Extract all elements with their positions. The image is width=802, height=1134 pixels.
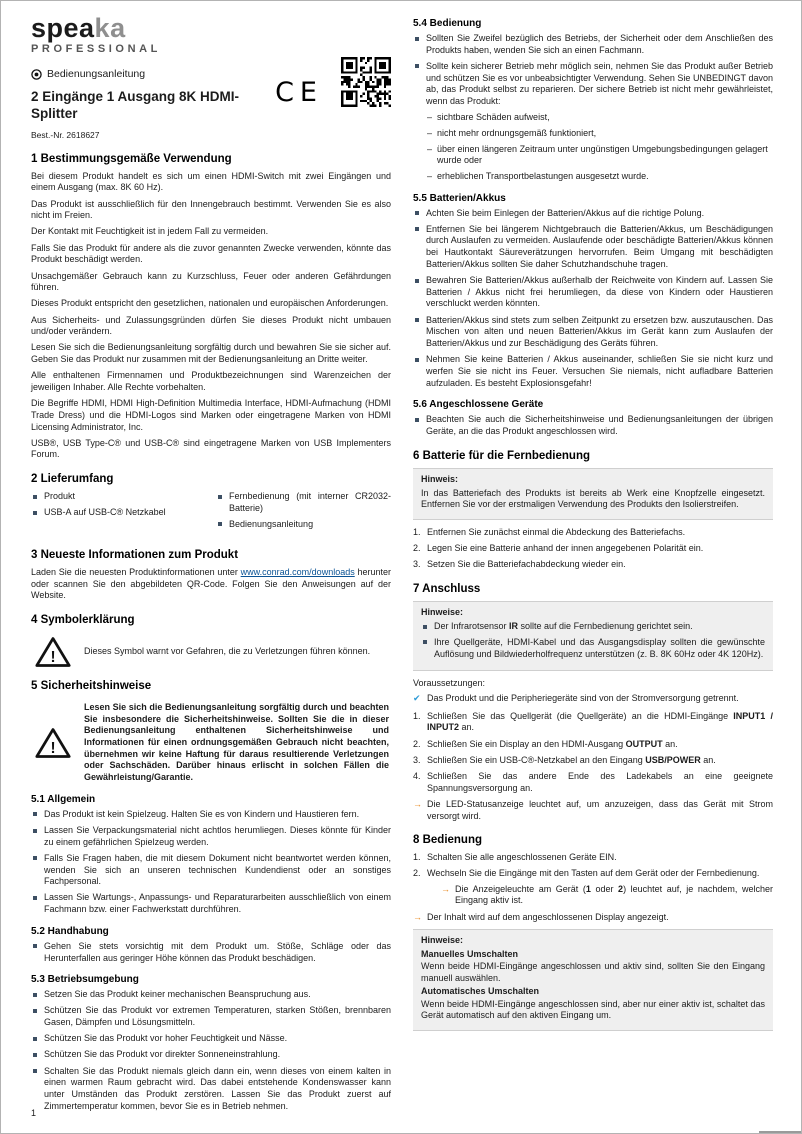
prerequisite-item — [413, 693, 773, 705]
brand-logo — [31, 15, 391, 55]
section-heading: 7 Anschluss — [413, 583, 481, 596]
step-item — [413, 852, 773, 864]
bullet-text: Der Infrarotsensor — [434, 621, 510, 632]
note-box — [413, 468, 773, 521]
document-title: 2 Eingänge 1 Ausgang 8K HDMI-Splitter — [31, 88, 240, 122]
section-heading: 5.6 Angeschlossene Geräte — [413, 399, 544, 411]
bullet-item: Gehen Sie stets vorsichtig mit dem Produkt um. Stöße, Schläge oder das Herunterfallen aus geringer Höhe können das Produkt beschädigen. — [31, 941, 391, 964]
brand-logo-text-accent: ka — [94, 13, 126, 43]
section-heading: 4 Symbolerklärung — [31, 614, 135, 627]
result-note — [413, 799, 773, 822]
downloads-link[interactable]: www.conrad.com/downloads — [240, 567, 355, 578]
section-5-1 — [31, 793, 391, 916]
bullet-item: Falls Sie Fragen haben, die mit diesem Dokument nicht beantwortet werden können, wenden Sie sich an unseren technischen Kundendienst oder an sonstiges Fachpersonal. — [31, 853, 391, 888]
bullet-item: Fernbedienung (mit interner CR2032-Batterie) — [216, 491, 391, 514]
step-text: Schließen Sie ein USB-C®-Netzkabel an den Eingang USB/POWER an. — [427, 754, 716, 765]
step-item — [413, 755, 773, 767]
doc-type-row — [31, 68, 391, 82]
step-text: Legen Sie eine Batterie anhand der innen angegebenen Polarität ein. — [427, 543, 704, 554]
step-text: Schließen Sie das Quellgerät (die Quellgeräte) an die HDMI-Eingänge INPUT1 / INPUT2 an. — [427, 710, 773, 733]
dash-item: – sichtbare Schäden aufweist, — [427, 112, 773, 124]
step-number: 4. — [413, 770, 421, 781]
bullet-item: Bedienungsanleitung — [216, 519, 391, 531]
section-5-4 — [413, 17, 773, 183]
doc-type-label: Bedienungsanleitung — [47, 68, 146, 80]
section-heading: 2 Lieferumfang — [31, 473, 114, 486]
safety-intro-row — [35, 702, 389, 784]
left-column — [31, 15, 391, 1117]
bullet-item: Sollten Sie Zweifel bezüglich des Betriebs, der Sicherheit oder dem Anschließen des Produkts haben, wenden Sie sich an einen Fachmann. — [413, 33, 773, 56]
bullet-item: Setzen Sie das Produkt keiner mechanischen Beanspruchung aus. — [31, 989, 391, 1001]
section-heading: 5.5 Batterien/Akkus — [413, 192, 506, 204]
step-number: 1. — [413, 527, 421, 538]
section-5-2 — [31, 925, 391, 964]
section-5 — [31, 679, 391, 784]
bullet-list — [216, 491, 391, 535]
arrow-icon: → — [413, 798, 422, 809]
paragraph: Unsachgemäßer Gebrauch kann zu Kurzschluss, Feuer oder anderen Gefährdungen führen. — [31, 270, 391, 293]
step-text: Wechseln Sie die Eingänge mit den Tasten auf dem Gerät oder der Fernbedienung. — [427, 868, 760, 879]
check-icon: ✔ — [413, 693, 421, 703]
safety-intro-text: Lesen Sie sich die Bedienungsanleitung sorgfältig durch und beachten Sie insbesondere die Sicherheitshinweise. Sollten Sie die in dieser Bedienungsanleitung enthaltenen Sicherheitshinweise und Informationen für einen ordnungsgemäßen Gebrauch nicht beachten, übernehmen wir keine Haftung für daraus resultierende Verletzungen oder Sachschäden. Darüber hinaus erlischt in solchen Fällen die Gewährleistung/Garantie. — [84, 702, 389, 783]
step-number: 3. — [413, 559, 421, 570]
note-subheading: Manuelles Umschalten — [421, 948, 519, 959]
note-title: Hinweise: — [421, 934, 464, 945]
paragraph: USB®, USB Type-C® und USB-C® sind eingetragene Marken von USB Implementers Forum. — [31, 437, 391, 460]
dash-item: – nicht mehr ordnungsgemäß funktioniert, — [427, 128, 773, 140]
paragraph-list — [31, 171, 391, 461]
bullet-list — [31, 989, 391, 1112]
svg-text:!: ! — [50, 739, 56, 757]
result-note — [441, 884, 773, 907]
paragraph-text: Laden Sie die neuesten Produktinformationen unter — [31, 567, 241, 578]
bullet-item: Schalten Sie das Produkt niemals gleich dann ein, wenn dieses von einem kalten in einen warmen Raum gebracht wird. Das dabei entstehende Kondenswasser kann unter Umständen das Produkt zerstören. Lassen Sie das Produkt zuerst auf Zimmertemperatur kommen, bevor Sie es in Betrieb nehmen. — [31, 1066, 391, 1113]
note-box — [413, 929, 773, 1031]
result-text: Der Inhalt wird auf dem angeschlossenen Display angezeigt. — [427, 911, 669, 922]
symbol-explanation-row — [35, 636, 389, 668]
bullet-item: Schützen Sie das Produkt vor extremen Temperaturen, starken Stößen, brennbaren Gasen, Dämpfen und Lösungsmitteln. — [31, 1005, 391, 1028]
bullet-item: Sollte kein sicherer Betrieb mehr möglich sein, nehmen Sie das Produkt außer Betrieb und schützen Sie es vor unbeabsichtigter Verwendung. Sehen Sie UNBEDINGT davon ab, das Produkt selbst zu reparieren. Der sichere Betrieb ist nicht mehr gewährleistet, wenn das Produkt: — [413, 61, 773, 108]
step-text: Schließen Sie das andere Ende des Ladekabels an eine geeignete Spannungsversorgung an. — [427, 770, 773, 793]
dash-item: – erheblichen Transportbelastungen ausgesetzt wurde. — [427, 171, 773, 183]
brand-subtitle: PROFESSIONAL — [31, 43, 161, 55]
bullet-text: Ihre Quellgeräte, HDMI-Kabel und das Ausgangsdisplay sollten die gewünschte Auflösung und Bildwiederholfrequenz unterstützen (z. B. 8K 60Hz oder 4K 120Hz). — [434, 636, 765, 659]
section-5-3 — [31, 973, 391, 1112]
section-heading: 5.2 Handhabung — [31, 925, 109, 937]
note-box — [413, 601, 773, 671]
warning-triangle-icon — [35, 727, 71, 759]
steps-list — [413, 711, 773, 795]
bullet-item: Lassen Sie Verpackungsmaterial nicht achtlos herumliegen. Dieses könnte für Kinder zu einem gefährlichen Spielzeug werden. — [31, 825, 391, 848]
bullet-item — [421, 621, 765, 633]
note-text: Wenn beide HDMI-Eingänge angeschlossen und aktiv sind, sollten Sie den Eingang manuell auswählen. — [421, 960, 765, 983]
bullet-item — [421, 637, 765, 660]
result-text: Die Anzeigeleuchte am Gerät (1 oder 2) leuchtet auf, je nachdem, welcher Eingang aktiv ist. — [455, 883, 773, 906]
step-number: 2. — [413, 543, 421, 554]
paragraph: Lesen Sie sich die Bedienungsanleitung sorgfältig durch und bewahren Sie sie sicher auf. Geben Sie das Produkt nur zusammen mit der Bedienungsanleitung an Dritte weiter. — [31, 342, 391, 365]
paragraph: Das Produkt ist ausschließlich für den Innengebrauch bestimmt. Verwenden Sie es also nicht im Freien. — [31, 198, 391, 221]
note-title: Hinweis: — [421, 473, 459, 484]
note-title: Hinweise: — [421, 607, 464, 618]
bullet-item: Bewahren Sie Batterien/Akkus außerhalb der Reichweite von Kindern auf. Lassen Sie Batterien / Akkus nicht frei herumliegen, da diese von Kindern oder Haustieren verschluckt werden könnten. — [413, 275, 773, 310]
section-heading: 1 Bestimmungsgemäße Verwendung — [31, 152, 232, 165]
section-heading: 3 Neueste Informationen zum Produkt — [31, 549, 239, 562]
bullet-item: Beachten Sie auch die Sicherheitshinweise und Bedienungsanleitungen der übrigen Geräte, an die das Produkt angeschlossen wird. — [413, 414, 773, 437]
bullet-item: Batterien/Akkus sind stets zum selben Zeitpunkt zu ersetzen bzw. auszutauschen. Das Mischen von alten und neuen Batterien/Akkus im Gerät kann zum Auslaufen der Batterien/Akkus und zur Beschädigung des Geräts führen. — [413, 315, 773, 350]
paragraph-text: herunter oder scannen Sie den abgebildeten QR-Code. Folgen Sie den Anweisungen auf der Website. — [31, 567, 391, 601]
bullet-item: Lassen Sie Wartungs-, Anpassungs- und Reparaturarbeiten ausschließlich von einem Fachmann bzw. einer Fachwerkstatt durchführen. — [31, 892, 391, 915]
section-3 — [31, 548, 391, 602]
steps-list — [413, 852, 773, 907]
step-number: 2. — [413, 868, 421, 879]
result-text: Die LED-Statusanzeige leuchtet auf, um anzuzeigen, dass das Gerät mit Strom versorgt wird. — [427, 798, 773, 821]
section-4 — [31, 613, 391, 668]
note-text: In das Batteriefach des Produkts ist bereits ab Werk eine Knopfzelle eingesetzt. Entfernen Sie vor der erstmaligen Verwendung des Produkts den Isolierstreifen. — [421, 487, 765, 510]
bullet-item: Nehmen Sie keine Batterien / Akkus auseinander, schließen Sie sie nicht kurz und werfen Sie sie nicht ins Feuer. Versuchen Sie niemals, nicht aufladbare Batterien aufzuladen. Es besteht Explosionsgefahr! — [413, 354, 773, 389]
bullet-item: Schützen Sie das Produkt vor hoher Feuchtigkeit und Nässe. — [31, 1033, 391, 1045]
bullet-list — [31, 809, 391, 916]
right-column — [413, 15, 773, 1117]
bullet-list — [413, 33, 773, 108]
section-6 — [413, 449, 773, 572]
step-number: 1. — [413, 710, 421, 721]
bullet-text-bold: IR — [509, 621, 519, 632]
page-columns — [31, 15, 771, 1117]
manual-icon — [31, 69, 42, 80]
bullet-item: USB-A auf USB-C® Netzkabel — [31, 507, 206, 519]
step-text: Schalten Sie alle angeschlossenen Geräte EIN. — [427, 852, 617, 863]
section-heading: 5.1 Allgemein — [31, 793, 96, 805]
paragraph — [31, 567, 391, 602]
bullet-list — [31, 491, 206, 535]
section-1 — [31, 152, 391, 461]
bullet-item: Entfernen Sie bei längerem Nichtgebrauch die Batterien/Akkus, um Beschädigungen durch Auslaufen zu vermeiden. Auslaufende oder beschädigte Batterien/Akkus können bei Hautkontakt Säureverätzungen hervorrufen. Beim Umgang mit beschädigten Batterien/Akkus sollten Sie daher Schutzhandschuhe tragen. — [413, 224, 773, 271]
bullet-list — [413, 414, 773, 437]
paragraph: Dieses Produkt entspricht den gesetzlichen, nationalen und europäischen Anforderungen. — [31, 298, 389, 309]
section-heading: 5.3 Betriebsumgebung — [31, 974, 139, 986]
paragraph: Falls Sie das Produkt für andere als die zuvor genannten Zwecke verwenden, könnte das Produkt beschädigt werden. — [31, 242, 391, 265]
bullet-item: Achten Sie beim Einlegen der Batterien/Akkus auf die richtige Polung. — [413, 208, 773, 220]
qr-code — [341, 57, 391, 107]
section-heading: 5.4 Bedienung — [413, 18, 482, 29]
step-number: 1. — [413, 852, 421, 863]
ce-mark: CE — [275, 77, 323, 108]
section-2 — [31, 472, 391, 537]
section-heading: 6 Batterie für die Fernbedienung — [413, 449, 590, 462]
section-7 — [413, 582, 773, 822]
step-item — [413, 711, 773, 734]
step-item — [413, 559, 773, 571]
step-item — [413, 543, 773, 555]
scope-of-delivery — [31, 491, 391, 537]
page-number: 1 — [31, 1108, 37, 1118]
section-5-5 — [413, 192, 773, 390]
step-item — [413, 739, 773, 751]
step-item — [413, 771, 773, 794]
dash-list — [413, 112, 773, 182]
section-5-6 — [413, 398, 773, 437]
paragraph: Bei diesem Produkt handelt es sich um einen HDMI-Switch mit zwei Eingängen und einem Ausgang (max. 8K 60 Hz). — [31, 170, 391, 193]
note-text: Wenn beide HDMI-Eingänge angeschlossen sind, aber nur einer aktiv ist, schaltet das Gerät automatisch auf den aktiven Eingang um. — [421, 998, 765, 1021]
step-text: Schließen Sie ein Display an den HDMI-Ausgang OUTPUT an. — [427, 738, 678, 749]
steps-list — [413, 527, 773, 571]
arrow-icon: → — [413, 911, 422, 922]
bullet-item: Produkt — [31, 491, 206, 503]
bullet-list — [421, 621, 765, 660]
prerequisites-label: Voraussetzungen: — [413, 678, 486, 689]
prerequisite-text: Das Produkt und die Peripheriegeräte sind von der Stromversorgung getrennt. — [427, 693, 739, 703]
brand-logo-text: spea — [31, 13, 95, 43]
symbol-explanation-text: Dieses Symbol warnt vor Gefahren, die zu Verletzungen führen können. — [84, 646, 371, 657]
section-8 — [413, 833, 773, 1031]
paragraph: Alle enthaltenen Firmennamen und Produktbezeichnungen sind Warenzeichen der jeweiligen Inhaber. Alle Rechte vorbehalten. — [31, 370, 391, 393]
paragraph: Die Begriffe HDMI, HDMI High-Definition Multimedia Interface, HDMI-Aufmachung (HDMI Trade Dress) und die HDMI-Logos sind Marken oder eingetragene Marken von HDMI Licensing Administrator, Inc. — [31, 398, 391, 432]
step-text: Setzen Sie die Batteriefachabdeckung wieder ein. — [427, 559, 626, 570]
bullet-list — [31, 941, 391, 964]
step-number: 2. — [413, 738, 421, 749]
bullet-item: Das Produkt ist kein Spielzeug. Halten Sie es von Kindern und Haustieren fern. — [31, 809, 391, 821]
step-number: 3. — [413, 754, 421, 765]
step-item — [413, 868, 773, 907]
paragraph: Der Kontakt mit Feuchtigkeit ist in jedem Fall zu vermeiden. — [31, 226, 269, 237]
bullet-item: Schützen Sie das Produkt vor direkter Sonneneinstrahlung. — [31, 1049, 391, 1061]
paragraph: Aus Sicherheits- und Zulassungsgründen dürfen Sie dieses Produkt nicht umbauen und/oder verändern. — [31, 314, 391, 337]
header — [31, 15, 391, 141]
result-note — [413, 912, 773, 924]
step-item — [413, 527, 773, 539]
bullet-text: sollte auf die Fernbedienung gerichtet sein. — [518, 621, 693, 632]
note-subheading: Automatisches Umschalten — [421, 986, 540, 997]
dash-item: – über einen längeren Zeitraum unter ungünstigen Umgebungsbedingungen gelagert wurde oder — [427, 144, 773, 167]
step-text: Entfernen Sie zunächst einmal die Abdeckung des Batteriefachs. — [427, 527, 686, 538]
warning-triangle-icon — [35, 636, 71, 668]
arrow-icon: → — [441, 883, 450, 894]
svg-text:!: ! — [50, 648, 56, 666]
page-edge-mark — [759, 1131, 801, 1133]
bullet-list — [413, 208, 773, 390]
section-heading: 8 Bedienung — [413, 834, 483, 847]
section-heading: 5 Sicherheitshinweise — [31, 680, 152, 693]
order-number: Best.-Nr. 2618627 — [31, 129, 100, 140]
